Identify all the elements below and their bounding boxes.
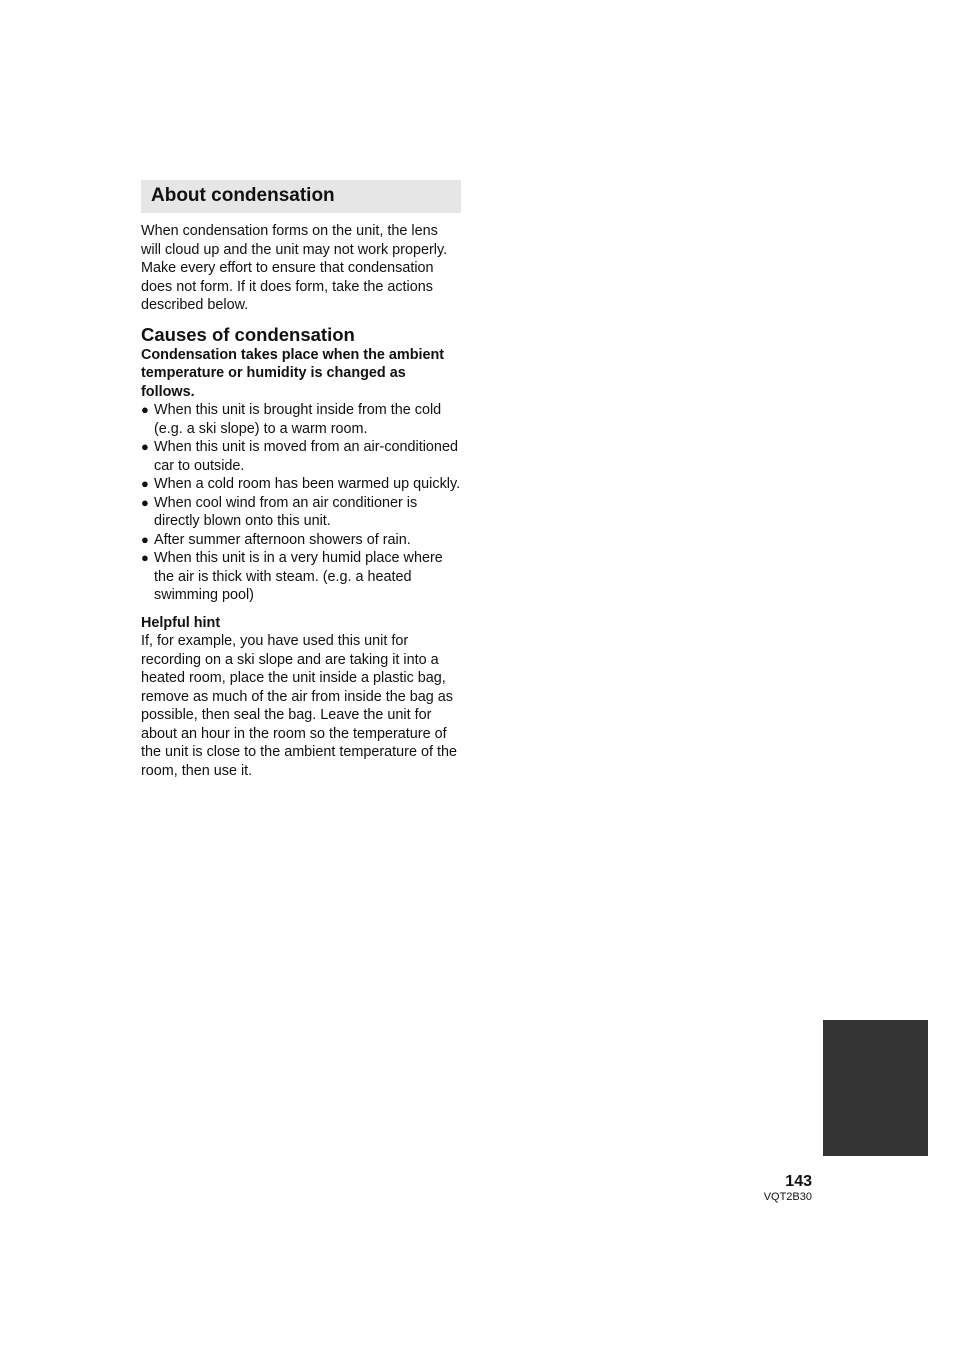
intro-paragraph: When condensation forms on the unit, the lens will cloud up and the unit may not work properly. Make every effort to ensure that condensation does not form. If it does form, take the actions described below. [141, 223, 448, 313]
list-item-text: When a cold room has been warmed up quickly. [154, 476, 461, 492]
chapter-tab [823, 1020, 928, 1156]
list-item-text: When this unit is moved from an air-conditioned car to outside. [154, 439, 458, 474]
causes-lead: Condensation takes place when the ambient temperature or humidity is changed as follows. [141, 346, 445, 400]
bullet-icon: ● [141, 402, 149, 417]
list-item-text: When cool wind from an air conditioner is directly blown onto this unit. [154, 494, 418, 529]
bullet-icon: ● [141, 439, 149, 454]
hint-paragraph: If, for example, you have used this unit for recording on a ski slope and are taking it into a heated room, place the unit inside a plastic bag, remove as much of the air from inside the bag as possible, then seal the bag. Leave the unit for about an hour in the room so the temperature of the unit is close to the ambient temperature of the room, then use it. [141, 633, 457, 779]
list-item-text: When this unit is in a very humid place where the air is thick with steam. (e.g. a heated swimming pool) [154, 550, 443, 603]
list-item [141, 549, 461, 605]
section-title: About condensation [141, 180, 461, 213]
causes-list [141, 401, 461, 605]
bullet-icon: ● [141, 550, 149, 565]
hint-heading: Helpful hint [141, 614, 221, 631]
list-item [141, 438, 461, 475]
bullet-icon: ● [141, 476, 149, 491]
causes-heading: Causes of condensation [141, 323, 355, 345]
main-content [141, 180, 461, 780]
bullet-icon: ● [141, 531, 149, 547]
bullet-icon: ● [141, 494, 149, 510]
list-item-text: When this unit is brought inside from the cold (e.g. a ski slope) to a warm room. [154, 402, 442, 437]
page-number: 143 [785, 1173, 812, 1190]
list-item [141, 494, 461, 531]
list-item [141, 475, 461, 494]
list-item [141, 401, 461, 438]
list-item-text: After summer afternoon showers of rain. [154, 531, 411, 548]
list-item [141, 531, 461, 550]
model-code: VQT2B30 [763, 1191, 812, 1203]
